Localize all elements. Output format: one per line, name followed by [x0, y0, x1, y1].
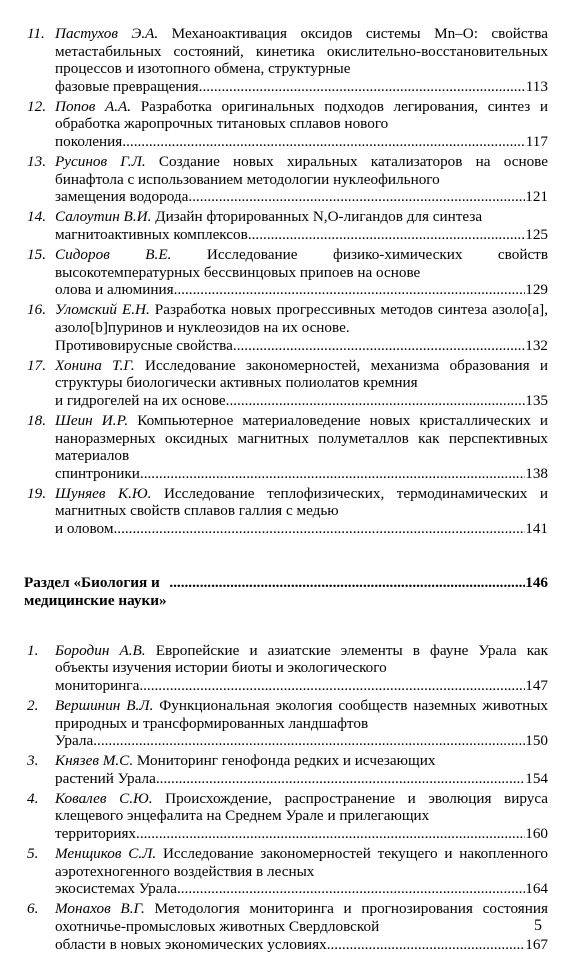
- entry-title: Дизайн фторированных N,O-лигандов для синтеза: [155, 208, 483, 226]
- entry-number: 14.: [27, 208, 46, 226]
- entry-title-end: замещения водорода: [55, 188, 189, 206]
- entry-number: 13.: [27, 153, 46, 171]
- entry-title-end: и гидрогелей на их основе: [55, 391, 226, 409]
- entry-page: 132: [525, 336, 548, 354]
- leader-dots: [327, 936, 526, 954]
- entry-title: Исследование закономерностей текущего и накопленного аэротехногенного воздействия в лесных: [55, 845, 549, 880]
- entry-title: Мониторинг генофонда редких и исчезающих: [136, 752, 436, 770]
- entry-number: 4.: [27, 789, 39, 807]
- entry-number: 18.: [27, 411, 46, 429]
- toc-entry: [22, 246, 548, 299]
- entry-title-end: области в новых экономических условиях: [55, 935, 327, 953]
- section-heading: [22, 574, 548, 610]
- entry-title-end: растений Урала: [55, 769, 156, 787]
- entry-author: Князев М.С.: [55, 752, 134, 770]
- entry-author: Менщиков С.Л.: [55, 845, 157, 863]
- entry-number: 17.: [27, 356, 46, 374]
- entry-title: Разработка оригинальных подходов легирования, синтез и обработка жаропрочных титановых сплавов нового: [55, 97, 549, 133]
- entry-title: Исследование теплофизических, термодинамических и магнитных свойств сплавов галлия с медью: [55, 484, 548, 520]
- toc-entry: [22, 845, 548, 898]
- entry-page: 117: [525, 133, 548, 151]
- toc-entry: [22, 153, 548, 206]
- entry-title: Механоактивация оксидов системы Mn–O: свойства метастабильных состояний, кинетика окислительно-восстановительных процессов и изотопного обмена, структурные: [55, 25, 549, 78]
- entry-title-end: поколения: [55, 133, 123, 151]
- entry-title: Функциональная экология сообществ наземных животных природных и трансформированных ландшафтов: [55, 696, 548, 732]
- leader-dots: [93, 732, 525, 750]
- entry-title-end: Противовирусные свойства: [55, 336, 233, 354]
- entry-number: 2.: [27, 696, 39, 714]
- entry-author: Хонина Т.Г.: [55, 356, 135, 374]
- entry-number: 16.: [27, 301, 46, 319]
- toc-entry: [22, 25, 548, 95]
- toc-entry: [22, 790, 548, 843]
- toc-entry: [22, 697, 548, 750]
- leader-dots: [188, 188, 525, 206]
- entry-title-end: территориях: [55, 825, 137, 843]
- toc-entry: [22, 752, 548, 787]
- entry-title: Создание новых хиральных катализаторов на основе бинафтола с использованием методологии нуклеофильного: [55, 153, 548, 188]
- entry-title-end: олова и алюминия: [55, 281, 174, 299]
- entry-number: 12.: [27, 97, 46, 115]
- leader-dots: [140, 465, 525, 483]
- table-of-contents: [22, 25, 548, 956]
- entry-number: 5.: [27, 845, 39, 863]
- leader-dots: [174, 281, 526, 299]
- entry-author: Ковалев С.Ю.: [55, 789, 153, 807]
- entry-number: 11.: [27, 25, 45, 42]
- leader-dots: [156, 770, 525, 788]
- entry-title-end: и оловом: [55, 520, 114, 538]
- entry-author: Русинов Г.Л.: [55, 153, 146, 171]
- entry-title-end: мониторинга: [55, 676, 140, 694]
- entry-page: 150: [525, 732, 548, 750]
- toc-entry: [22, 301, 548, 354]
- toc-entry: [22, 357, 548, 410]
- leader-dots: [169, 574, 525, 592]
- leader-dots: [139, 677, 525, 695]
- page-number: 5: [534, 917, 542, 934]
- toc-entry: [22, 208, 548, 243]
- toc-entry: [22, 412, 548, 482]
- entry-author: Уломский Е.Н.: [55, 301, 150, 319]
- entry-title-end: магнитоактивных комплексов: [55, 226, 248, 244]
- entry-title-end: экосистемах Урала: [55, 880, 177, 898]
- entry-author: Пастухов Э.А.: [55, 25, 159, 42]
- entry-page: 125: [525, 226, 548, 244]
- entry-author: Вершинин В.Л.: [55, 696, 154, 714]
- entry-title-end: спинтроники: [55, 464, 140, 482]
- entry-title: Методология мониторинга и прогнозирования состояния охотничье-промысловых животных Свердловской: [55, 900, 549, 936]
- entry-page: 147: [525, 676, 548, 694]
- entry-number: 1.: [27, 641, 39, 659]
- toc-entry: [22, 900, 548, 953]
- entry-title-end: фазовые превращения: [55, 77, 199, 95]
- leader-dots: [226, 392, 526, 410]
- entry-title: Исследование физико-химических свойств высокотемпературных бессвинцовых припоев на основе: [55, 246, 548, 281]
- entry-title: Происхождение, распространение и эволюция вируса клещевого энцефалита на Среднем Урале и прилегающих: [55, 789, 549, 825]
- toc-entry: [22, 485, 548, 538]
- entry-number: 6.: [27, 900, 39, 918]
- entry-title: Европейские и азиатские элементы в фауне Урала как объекты изучения истории биоты и экологического: [55, 641, 549, 677]
- leader-dots: [199, 78, 526, 96]
- entry-page: 160: [525, 825, 548, 843]
- toc-entry: [22, 98, 548, 151]
- entry-number: 3.: [27, 752, 39, 770]
- toc-entry: [22, 642, 548, 695]
- entry-page: 129: [525, 281, 548, 299]
- leader-dots: [122, 133, 525, 151]
- leader-dots: [113, 520, 525, 538]
- leader-dots: [177, 880, 525, 898]
- entry-number: 19.: [27, 484, 46, 502]
- entry-page: 154: [525, 769, 548, 787]
- entry-number: 15.: [27, 246, 46, 264]
- entry-author: Шуняев К.Ю.: [55, 484, 152, 502]
- entry-page: 135: [525, 391, 548, 409]
- entry-title: Исследование закономерностей, механизма образования и структуры биологически активных полиолатов кремния: [55, 356, 549, 392]
- entry-author: Сидоров В.Е.: [55, 246, 172, 264]
- entry-author: Попов А.А.: [55, 97, 132, 115]
- leader-dots: [248, 226, 525, 244]
- entry-page: 167: [525, 935, 548, 953]
- section-page: 146: [525, 573, 548, 591]
- entry-author: Шеин И.Р.: [55, 411, 129, 429]
- leader-dots: [233, 337, 525, 355]
- entry-title: Разработка новых прогрессивных методов синтеза азоло[а], азоло[b]пуринов и нуклеозидов на их основе.: [55, 301, 548, 336]
- entry-author: Салоутин В.И.: [55, 208, 152, 226]
- section-title: Раздел «Биология и медицинские науки»: [24, 573, 167, 609]
- entry-page: 164: [525, 880, 548, 898]
- entry-author: Монахов В.Г.: [55, 900, 145, 918]
- entry-page: 138: [525, 464, 548, 482]
- leader-dots: [136, 825, 525, 843]
- entry-page: 113: [525, 77, 548, 95]
- entry-title: Компьютерное материаловедение новых кристаллических и наноразмерных оксидных магнитных полуметаллов как перспективных материалов: [55, 411, 549, 465]
- entry-title-end: Урала: [55, 732, 94, 750]
- entry-page: 121: [525, 188, 548, 206]
- entry-author: Бородин А.В.: [55, 641, 146, 659]
- entry-page: 141: [525, 520, 548, 538]
